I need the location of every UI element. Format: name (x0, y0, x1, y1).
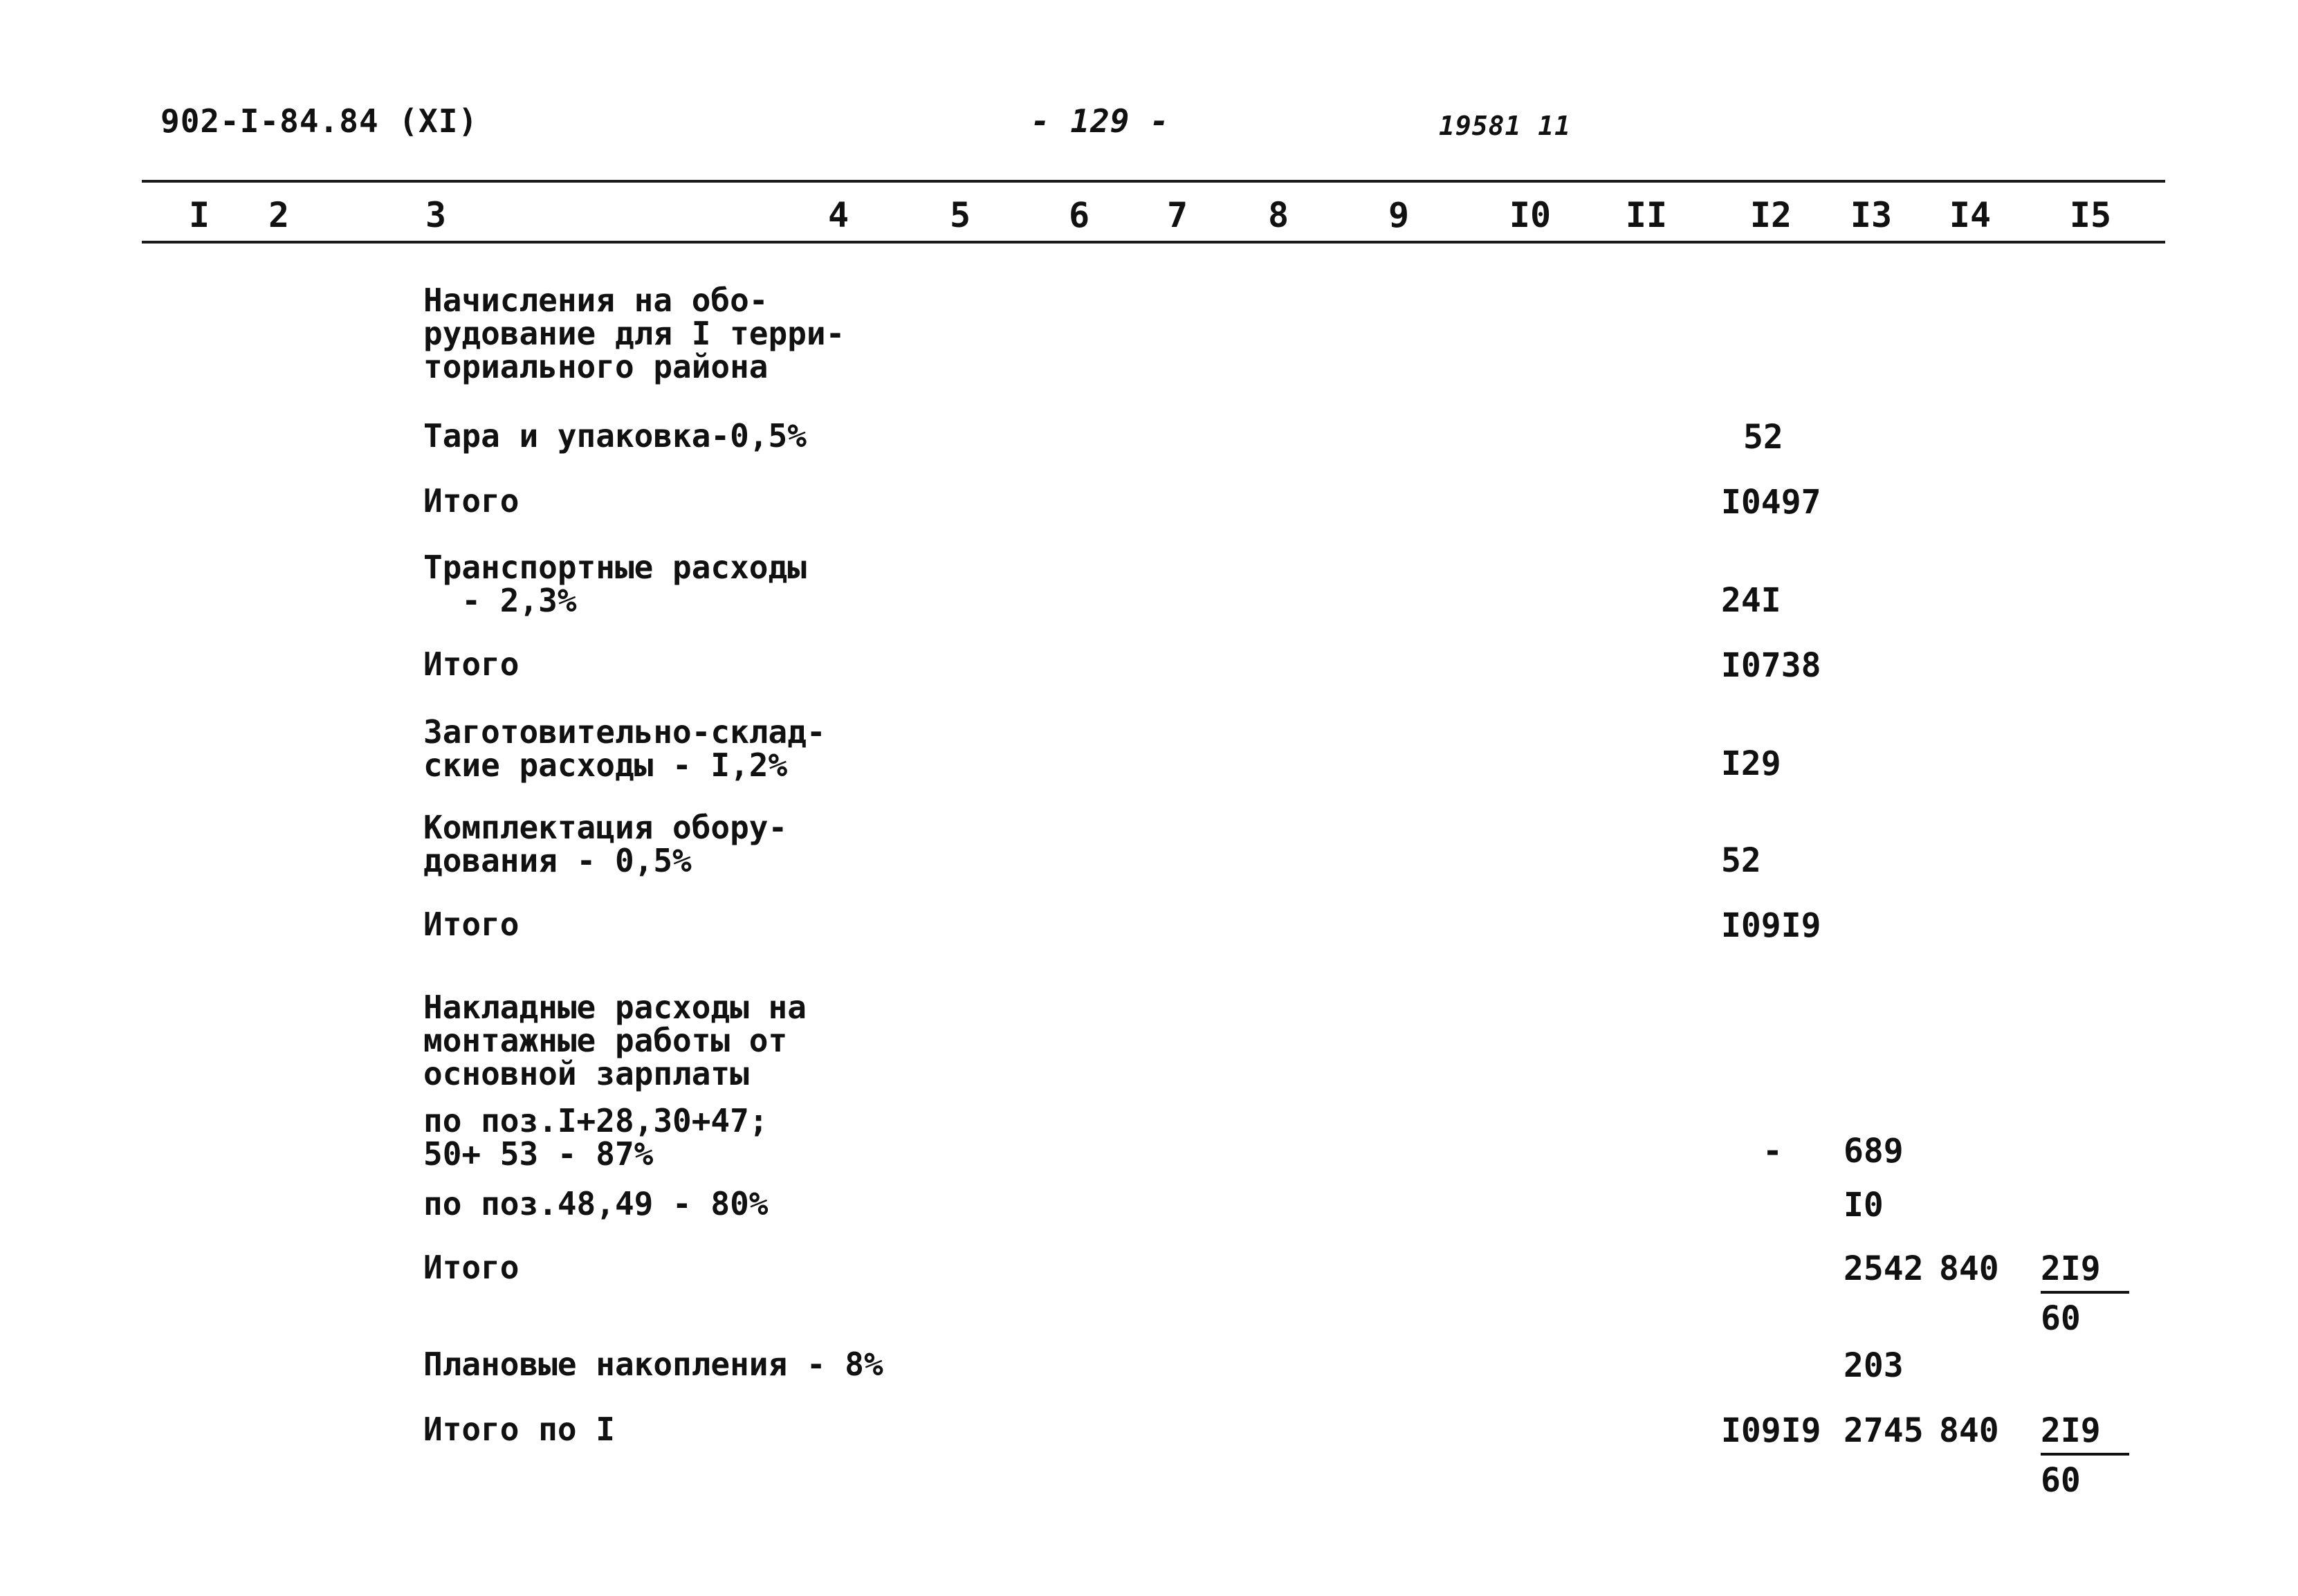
row-description: по поз.I+28,30+47; 50+ 53 - 87% (423, 1102, 769, 1173)
fraction-numerator: 2I9 (2041, 1411, 2129, 1456)
cell-col13: I0 (1844, 1186, 1884, 1224)
cell-col12: I09I9 (1721, 1411, 1821, 1450)
column-number-5: 5 (949, 195, 971, 235)
cell-col14: 840 (1939, 1249, 1999, 1288)
row-description: Плановые накопления - 8% (423, 1346, 883, 1383)
fraction-denominator: 60 (2041, 1461, 2081, 1500)
column-number-7: 7 (1166, 195, 1188, 235)
column-number-12: I2 (1749, 195, 1792, 235)
row-description: Накладные расходы на монтажные работы от основной зарплаты (423, 989, 807, 1092)
row-description: Тара и упаковка-0,5% (423, 417, 807, 455)
table-header-bottom-rule (142, 241, 2165, 244)
cell-col15-fraction (2041, 1249, 2129, 1338)
cell-col15-fraction (2041, 1411, 2129, 1500)
cell-col14: 840 (1939, 1411, 1999, 1450)
cell-col12: - (1763, 1132, 1783, 1171)
row-description: Итого по I (423, 1411, 615, 1448)
table-header-top-rule (142, 180, 2165, 183)
row-description: Итого (423, 482, 520, 520)
page-number: - 129 - (1031, 102, 1170, 140)
column-number-4: 4 (827, 195, 849, 235)
column-number-13: I3 (1850, 195, 1893, 235)
cell-col12: I29 (1721, 744, 1781, 783)
row-description: Комплектация обору- дования - 0,5% (423, 809, 788, 879)
cell-col12: 24I (1721, 581, 1781, 620)
column-number-3: 3 (425, 195, 447, 235)
fraction-numerator: 2I9 (2041, 1249, 2129, 1294)
column-number-15: I5 (2069, 195, 2112, 235)
column-number-10: I0 (1509, 195, 1552, 235)
row-description: Заготовительно-склад- ские расходы - I,2% (423, 713, 826, 784)
cell-col13: 203 (1844, 1346, 1904, 1385)
fraction-denominator: 60 (2041, 1299, 2081, 1338)
cell-col12: I09I9 (1721, 906, 1821, 945)
column-number-14: I4 (1949, 195, 1992, 235)
cell-col13: 689 (1844, 1132, 1904, 1171)
document-code: 19581 11 (1439, 111, 1572, 141)
column-number-8: 8 (1267, 195, 1289, 235)
column-number-9: 9 (1388, 195, 1410, 235)
column-number-2: 2 (268, 195, 290, 235)
cell-col13: 2745 (1844, 1411, 1924, 1450)
document-number: 902-I-84.84 (XI) (160, 102, 479, 140)
column-number-11: II (1625, 195, 1668, 235)
cell-col13: 2542 (1844, 1249, 1924, 1288)
cell-col12: 52 (1743, 418, 1783, 457)
row-description: Итого (423, 1249, 520, 1286)
row-description: Итого (423, 645, 520, 683)
row-description: Начисления на обо- рудование для I терри- ториального района (423, 282, 845, 385)
row-description: по поз.48,49 - 80% (423, 1185, 769, 1222)
row-description: Транспортные расходы - 2,3% (423, 549, 807, 619)
cell-col12: 52 (1721, 841, 1761, 880)
column-number-6: 6 (1068, 195, 1090, 235)
row-description: Итого (423, 906, 520, 943)
column-number-1: I (188, 195, 210, 235)
cell-col12: I0497 (1721, 483, 1821, 522)
cell-col12: I0738 (1721, 646, 1821, 685)
